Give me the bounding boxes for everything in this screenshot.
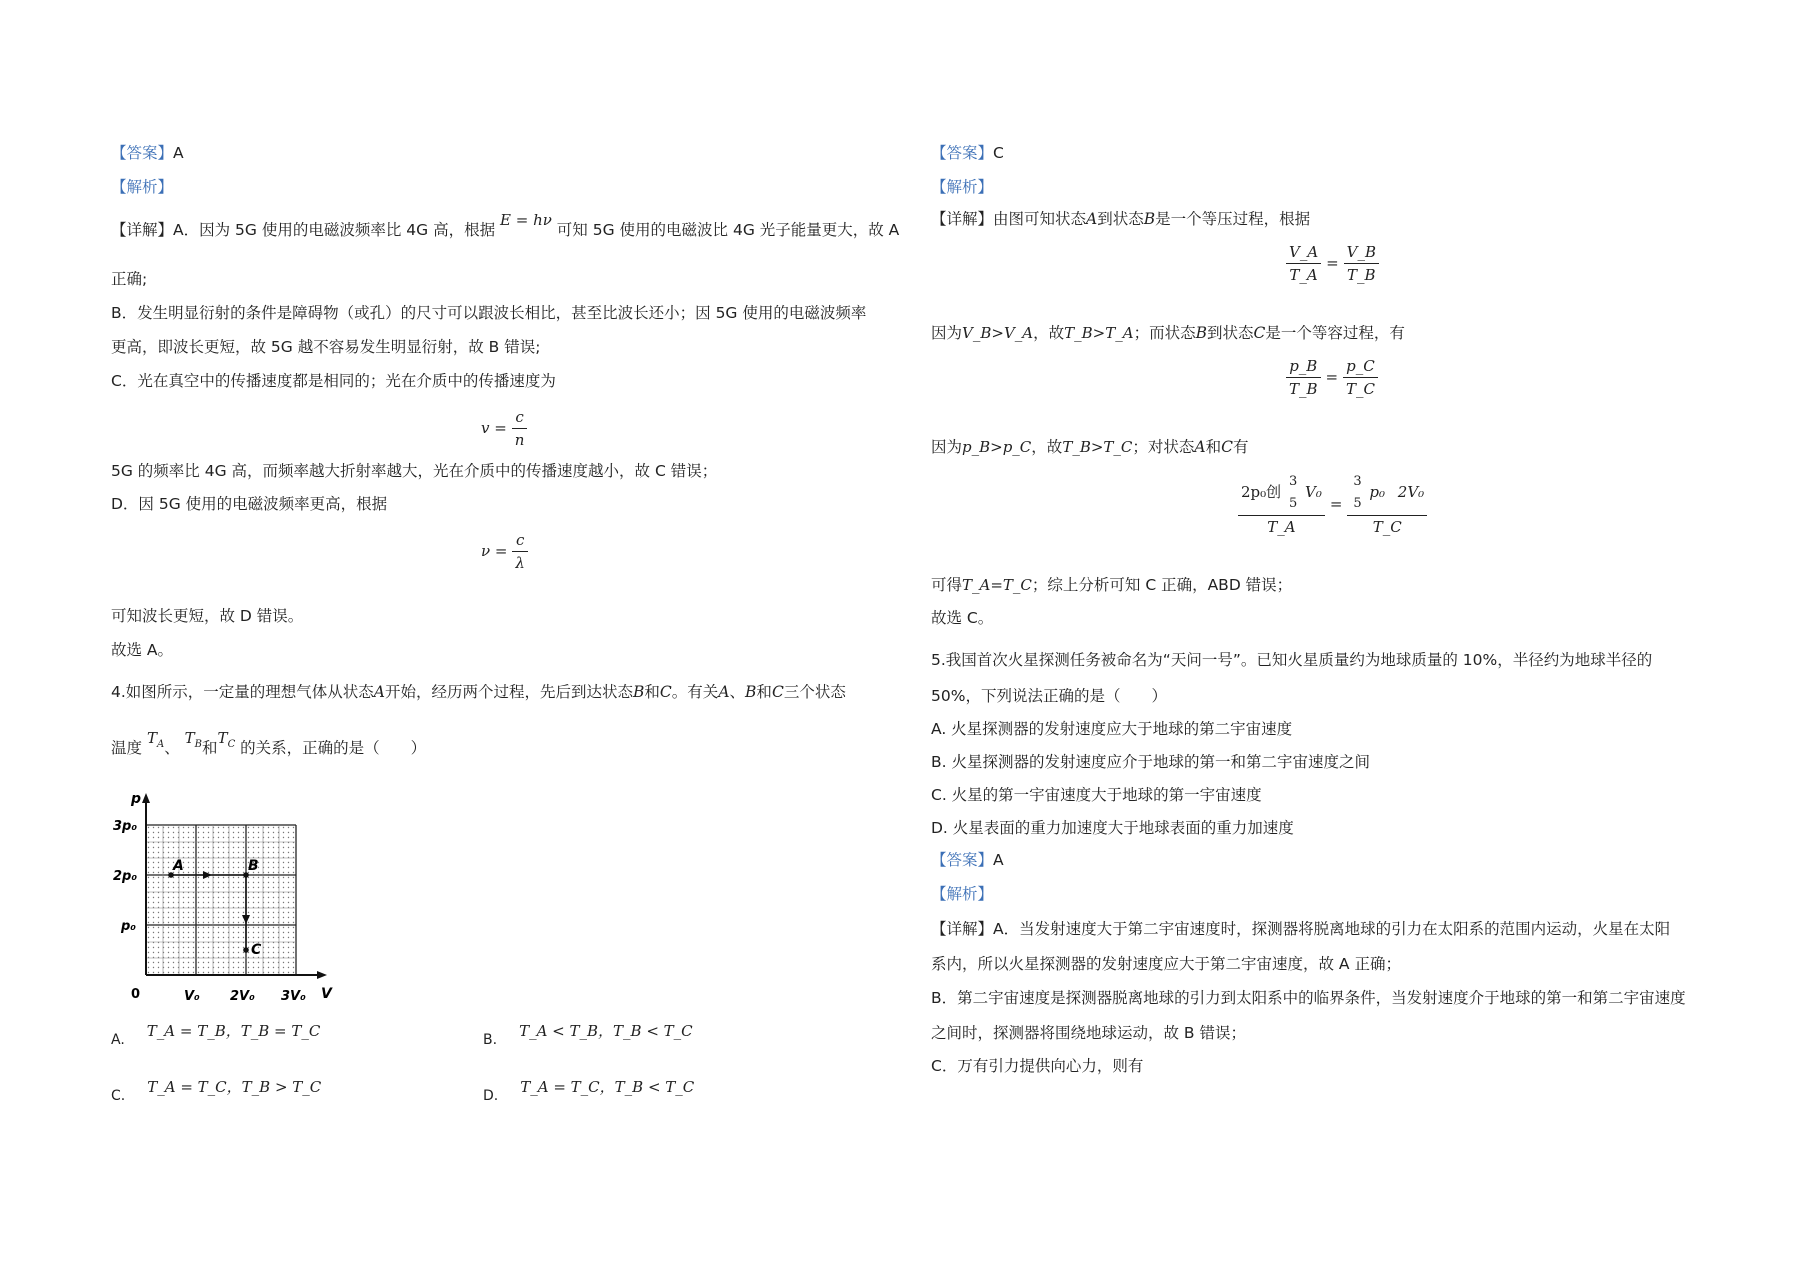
point-c-marker — [243, 947, 249, 953]
option-label: B. — [483, 1032, 498, 1048]
question-text: 的关系，正确的是（ ） — [240, 739, 427, 757]
q5-option-b[interactable]: B. 火星探测器的发射速度应介于地球的第一和第二宇宙速度之间 — [931, 753, 1370, 771]
state-b: B — [1143, 210, 1156, 228]
question-text: 。有关 — [671, 683, 719, 701]
question-text: 开始，经历两个过程，先后到达状态 — [385, 683, 634, 701]
tick-p0: p₀ — [121, 919, 136, 934]
q5-option-a[interactable]: A. 火星探测器的发射速度应大于地球的第二宇宙速度 — [931, 720, 1293, 738]
detail-text: ，故 — [1031, 438, 1063, 456]
fraction-denominator: 5 — [1353, 496, 1362, 511]
detail-text: 到状态 — [1097, 210, 1144, 228]
option-label: A. — [111, 1032, 125, 1048]
fraction — [1286, 242, 1321, 285]
t-symbol: T — [146, 729, 157, 747]
fraction — [1238, 472, 1325, 537]
state-a: A — [1194, 438, 1206, 456]
detail-text: 由图可知状态 — [993, 210, 1087, 228]
analysis-tag: 【解析】 — [931, 885, 994, 903]
fraction-numerator — [1238, 472, 1325, 515]
detail-text: 因为 — [931, 438, 963, 456]
pv-diagram — [111, 790, 341, 1010]
state-c: C — [1253, 324, 1266, 342]
question-text: 和 — [202, 739, 218, 757]
fraction-denominator: T_C — [1343, 377, 1378, 399]
temp-b — [184, 729, 203, 750]
option-label: D. — [483, 1088, 499, 1104]
origin-label: 0 — [131, 987, 141, 1002]
temp-a — [146, 729, 165, 750]
v-axis-label: V — [321, 986, 332, 1002]
analysis-tag: 【解析】 — [111, 178, 174, 196]
temp-c — [217, 729, 236, 750]
equals-sign: = — [1325, 368, 1339, 386]
q5-option-c[interactable]: C. 火星的第一宇宙速度大于地球的第一宇宙速度 — [931, 786, 1262, 804]
t-symbol: T — [184, 729, 195, 747]
state-a: A — [718, 683, 730, 701]
detail-text: ；而状态 — [1133, 324, 1196, 342]
detail-line-5: C．光在真空中的传播速度都是相同的；光在介质中的传播速度为 — [111, 372, 556, 390]
state-b: B — [633, 683, 645, 701]
question-5-line-1: 5.我国首次火星探测任务被命名为“天问一号”。已知火星质量约为地球质量的 10%，半径约为地球半径的 — [931, 651, 1653, 669]
tick-2p0: 2p₀ — [113, 869, 138, 884]
tick-3p0: 3p₀ — [113, 819, 138, 834]
fraction-numerator — [1347, 472, 1427, 515]
answer-tag: 【答案】 — [111, 144, 174, 162]
detail-text: 是一个等压过程，根据 — [1155, 210, 1311, 228]
detail-tag: 【详解】 — [111, 221, 174, 239]
state-c: C — [771, 683, 784, 701]
fraction-numerator: V_A — [1289, 243, 1319, 261]
question-4-line-2 — [111, 729, 427, 765]
detail-text: 可知 5G 使用的电磁波比 4G 光子能量更大，故 A — [556, 221, 900, 239]
sub-fraction — [1286, 472, 1300, 514]
inequality: T_B>T_A — [1064, 324, 1134, 342]
q5-option-d[interactable]: D. 火星表面的重力加速度大于地球表面的重力加速度 — [931, 819, 1294, 837]
fraction — [1286, 356, 1321, 399]
inequality: T_B>T_C — [1062, 438, 1133, 456]
fraction-numerator: 3 — [1353, 474, 1362, 489]
fraction — [1344, 242, 1379, 285]
fraction-numerator: p_C — [1346, 357, 1375, 375]
state-a: A — [373, 683, 385, 701]
detail-text: A．当发射速度大于第二宇宙速度时，探测器将脱离地球的引力在太阳系的范围内运动，火星在太阳 — [993, 920, 1671, 938]
option-b[interactable] — [483, 1020, 693, 1048]
detail-text: 和 — [1205, 438, 1222, 456]
formula-va-ta-vb-tb — [1286, 242, 1379, 285]
analysis-line-2 — [931, 884, 993, 904]
formula-pb-tb-pc-tc — [1286, 356, 1378, 399]
answer-value: A — [173, 144, 184, 162]
detail-2-line-5: C．万有引力提供向心力，则有 — [931, 1057, 1144, 1075]
detail-text: ；综上分析可知 C 正确，ABD 错误； — [1031, 576, 1293, 594]
fraction — [1347, 472, 1427, 537]
state-b: B — [1195, 324, 1207, 342]
fraction-denominator: λ — [512, 551, 528, 573]
fraction-denominator: n — [512, 428, 528, 450]
fraction — [512, 530, 528, 573]
option-label: C. — [111, 1088, 126, 1104]
term: p₀ — [1369, 483, 1386, 501]
fraction-denominator: T_A — [1286, 263, 1321, 285]
detail-text: 到状态 — [1206, 324, 1254, 342]
t-subscript: A — [156, 739, 165, 750]
answer-value: C — [993, 144, 1004, 162]
question-5-line-2: 50%，下列说法正确的是（ ） — [931, 687, 1167, 705]
state-b: B — [745, 683, 757, 701]
detail-text: ；对状态 — [1132, 438, 1195, 456]
fraction-denominator: 5 — [1288, 496, 1298, 511]
option-text: T_A < T_B，T_B < T_C — [519, 1022, 693, 1040]
option-text: T_A = T_C，T_B > T_C — [147, 1078, 322, 1096]
equals-sign: = — [1326, 254, 1339, 272]
question-text: 、 — [164, 739, 180, 757]
grid-fill — [146, 825, 296, 975]
tick-3v0: 3V₀ — [281, 989, 306, 1004]
answer-value: A — [993, 851, 1004, 869]
inequality: p_B>p_C — [962, 438, 1032, 456]
detail-text: 可得 — [931, 576, 963, 594]
p-axis-label: p — [131, 791, 142, 807]
question-text: 和 — [756, 683, 772, 701]
fraction-numerator: c — [515, 408, 524, 426]
detail-line-4 — [931, 575, 1292, 595]
detail-tag: 【详解】 — [931, 210, 994, 228]
formula-lhs: ν = — [481, 542, 508, 560]
detail-text: ，故 — [1033, 324, 1065, 342]
state-c: C — [1221, 438, 1233, 456]
option-c[interactable] — [111, 1076, 322, 1104]
detail-line-3: B．发生明显衍射的条件是障碍物（或孔）的尺寸可以跟波长相比，甚至比波长还小；因 5G 使用的电磁波频率 — [111, 304, 867, 322]
equals-sign: = — [1329, 495, 1343, 513]
formula-e-hv: E = hν — [500, 211, 552, 229]
term: 2p₀创 — [1241, 483, 1282, 501]
point-c-label: C — [251, 942, 262, 958]
detail-line-1 — [931, 209, 1310, 229]
detail-2-line-1 — [931, 919, 1670, 939]
question-text: 、 — [729, 683, 746, 701]
t-symbol: T — [217, 729, 228, 747]
detail-line-3 — [931, 437, 1249, 457]
detail-text: 是一个等容过程，有 — [1265, 324, 1405, 342]
question-text: 4.如图所示，一定量的理想气体从状态 — [111, 683, 374, 701]
analysis-tag: 【解析】 — [931, 178, 994, 196]
detail-tag: 【详解】 — [931, 920, 994, 938]
detail-text: 有 — [1233, 438, 1249, 456]
fraction — [1343, 356, 1378, 399]
answer-tag: 【答案】 — [931, 851, 994, 869]
detail-line-1 — [111, 211, 900, 240]
question-4-line-1 — [111, 682, 846, 702]
inequality: V_B>V_A — [962, 324, 1034, 342]
fraction-numerator: 3 — [1288, 474, 1298, 489]
point-b-label: B — [248, 858, 259, 874]
term: 2V₀ — [1397, 483, 1425, 501]
detail-text: A．因为 5G 使用的电磁波频率比 4G 高，根据 — [173, 221, 496, 239]
detail-2-line-3: B．第二宇宙速度是探测器脱离地球的引力到太阳系中的临界条件，当发射速度介于地球的第一和第二宇宙速度 — [931, 989, 1686, 1007]
question-text: 和 — [644, 683, 660, 701]
option-text: T_A = T_B，T_B = T_C — [146, 1022, 321, 1040]
t-subscript: B — [194, 739, 203, 750]
t-subscript: C — [227, 739, 236, 750]
detail-line-8: 可知波长更短，故 D 错误。 — [111, 607, 304, 625]
option-text: T_A = T_C，T_B < T_C — [520, 1078, 695, 1096]
answer-tag: 【答案】 — [931, 144, 994, 162]
formula-state-a-c — [1238, 472, 1427, 537]
fraction-numerator: V_B — [1346, 243, 1376, 261]
detail-line-6: 5G 的频率比 4G 高，而频率越大折射率越大，光在介质中的传播速度越小，故 C 错误； — [111, 462, 718, 480]
fraction-denominator: T_C — [1347, 515, 1427, 537]
detail-2-line-4: 之间时，探测器将围绕地球运动，故 B 错误； — [931, 1024, 1246, 1042]
state-a: A — [1086, 210, 1098, 228]
answer-line-2 — [931, 850, 1004, 870]
formula-lhs: v = — [481, 419, 507, 437]
detail-line-2 — [931, 323, 1405, 343]
point-a-label: A — [173, 858, 184, 874]
analysis-line — [111, 177, 173, 197]
fraction-denominator: T_A — [1238, 515, 1325, 537]
detail-text: 因为 — [931, 324, 963, 342]
state-c: C — [659, 683, 672, 701]
question-text: 温度 — [111, 739, 143, 757]
term: V₀ — [1305, 483, 1322, 501]
detail-line-4: 更高，即波长更短，故 5G 越不容易发生明显衍射，故 B 错误; — [111, 338, 541, 356]
fraction — [512, 407, 528, 450]
question-text: 三个状态 — [783, 683, 846, 701]
option-a[interactable] — [111, 1020, 321, 1048]
formula-v-c-n — [481, 407, 527, 450]
fraction-numerator: p_B — [1289, 357, 1318, 375]
tick-v0: V₀ — [184, 989, 200, 1004]
sub-fraction — [1350, 472, 1364, 514]
detail-line-7: D．因 5G 使用的电磁波频率更高，根据 — [111, 495, 388, 513]
answer-line — [111, 143, 184, 163]
fraction-denominator: T_B — [1344, 263, 1379, 285]
option-d[interactable] — [483, 1076, 695, 1104]
answer-line — [931, 143, 1004, 163]
formula-nu-c-lambda — [481, 530, 528, 573]
analysis-line — [931, 177, 993, 197]
detail-2-line-2: 系内，所以火星探测器的发射速度应大于第二宇宙速度，故 A 正确； — [931, 955, 1401, 973]
detail-line-2: 正确; — [111, 270, 148, 288]
detail-line-5: 故选 C。 — [931, 609, 994, 627]
fraction-numerator: c — [515, 531, 525, 549]
equation: T_A=T_C — [962, 576, 1032, 594]
detail-line-9: 故选 A。 — [111, 641, 174, 659]
tick-2v0: 2V₀ — [230, 989, 255, 1004]
fraction-denominator: T_B — [1286, 377, 1321, 399]
